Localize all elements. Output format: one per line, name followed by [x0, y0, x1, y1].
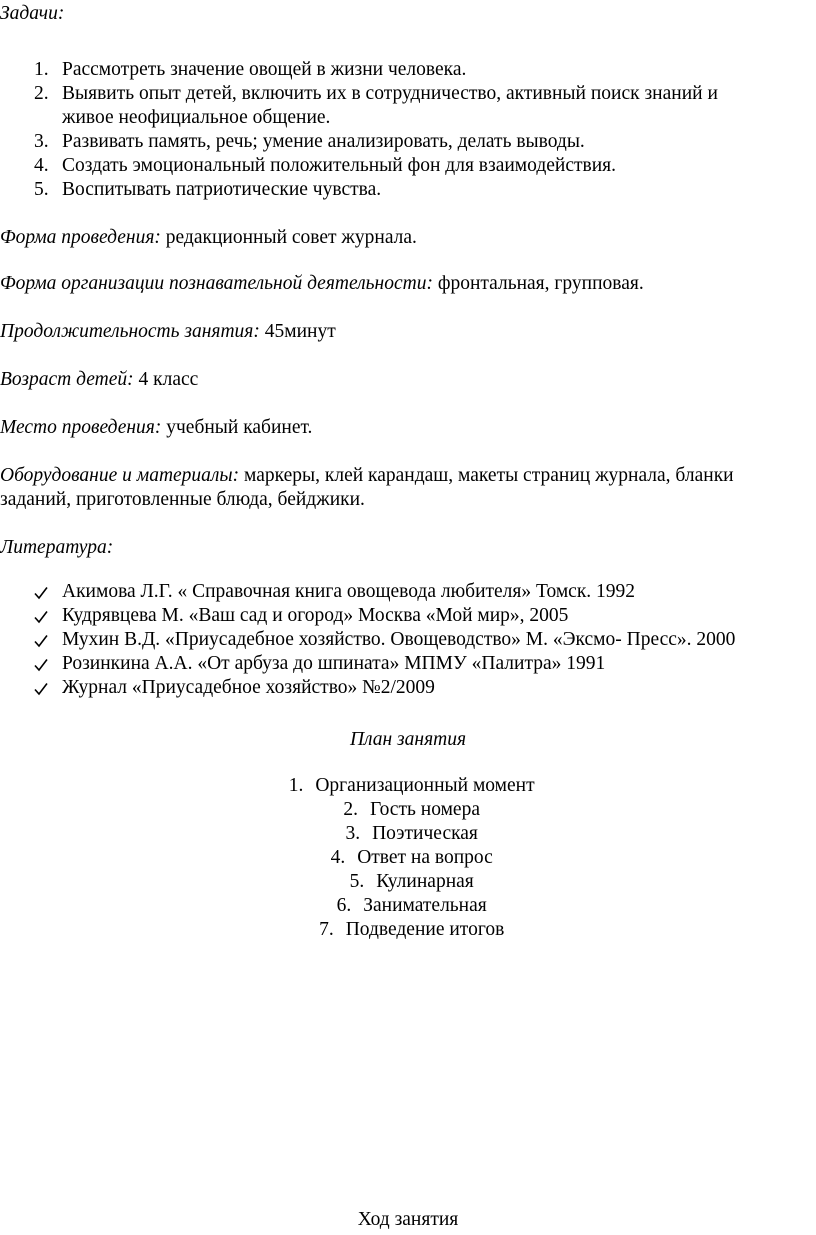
plan-item — [0, 870, 816, 894]
age-value: 4 класс — [133, 369, 199, 390]
age-label: Возраст детей: — [0, 369, 134, 390]
duration-value: 45минут — [259, 321, 336, 342]
plan-item — [0, 846, 816, 870]
task-item: Развивать память, речь; умение анализировать, делать выводы. — [62, 131, 585, 152]
literature-item: Журнал «Приусадебное хозяйство» №2/2009 — [62, 677, 435, 698]
org-form-value: фронтальная, групповая. — [432, 273, 644, 294]
plan-item-number: 7. — [319, 919, 334, 940]
plan-item-text: Гость номера — [370, 799, 480, 820]
task-item: Создать эмоциональный положительный фон для взаимодействия. — [62, 155, 616, 176]
equipment-field — [0, 464, 734, 488]
task-number: 5. — [34, 179, 49, 200]
duration-field — [0, 320, 336, 344]
plan-item-text: Организационный момент — [315, 775, 535, 796]
plan-item-text: Подведение итогов — [345, 919, 505, 940]
tasks-heading: Задачи: — [0, 3, 65, 24]
equipment-label: Оборудование и материалы: — [0, 465, 240, 486]
duration-label: Продолжительность занятия: — [0, 321, 260, 342]
task-number: 3. — [34, 131, 49, 152]
plan-item-number: 3. — [345, 823, 361, 844]
task-number: 2. — [34, 83, 49, 104]
plan-item-number: 1. — [288, 775, 304, 796]
org-form-field — [0, 272, 644, 296]
checkmark-icon — [34, 658, 48, 672]
checkmark-icon — [34, 610, 48, 624]
plan-item — [0, 918, 816, 942]
plan-item-text: Поэтическая — [372, 823, 478, 844]
form-field — [0, 226, 417, 250]
place-field — [0, 416, 312, 440]
checkmark-icon — [34, 682, 48, 696]
checkmark-icon — [34, 634, 48, 648]
equipment-value: маркеры, клей карандаш, макеты страниц журнала, бланки — [239, 465, 734, 486]
checkmark-icon — [34, 586, 48, 600]
plan-item-text: Занимательная — [363, 895, 487, 916]
lesson-progress-heading: Ход занятия — [357, 1209, 459, 1230]
place-value: учебный кабинет. — [161, 417, 313, 438]
place-label: Место проведения: — [0, 417, 162, 438]
plan-item-number: 6. — [336, 895, 352, 916]
form-label: Форма проведения: — [0, 227, 161, 248]
task-item-continuation: живое неофициальное общение. — [62, 107, 331, 128]
plan-item-text: Кулинарная — [376, 871, 474, 892]
task-item: Выявить опыт детей, включить их в сотрудничество, активный поиск знаний и — [62, 83, 718, 104]
plan-item-number: 2. — [343, 799, 359, 820]
literature-item: Розинкина А.А. «От арбуза до шпината» МПМУ «Палитра» 1991 — [62, 653, 606, 674]
plan-item — [0, 798, 816, 822]
org-form-label: Форма организации познавательной деятельности: — [0, 273, 433, 294]
task-number: 4. — [34, 155, 49, 176]
plan-item — [0, 774, 816, 798]
task-item: Рассмотреть значение овощей в жизни человека. — [62, 59, 467, 80]
literature-item: Кудрявцева М. «Ваш сад и огород» Москва «Мой мир», 2005 — [62, 605, 569, 626]
plan-item-number: 4. — [330, 847, 346, 868]
literature-item: Мухин В.Д. «Приусадебное хозяйство. Овощеводство» М. «Эксмо- Пресс». 2000 — [62, 629, 736, 650]
age-field — [0, 368, 198, 392]
form-value: редакционный совет журнала. — [160, 227, 417, 248]
equipment-value-continuation: заданий, приготовленные блюда, бейджики. — [0, 489, 365, 510]
plan-item-number: 5. — [349, 871, 365, 892]
task-item: Воспитывать патриотические чувства. — [62, 179, 382, 200]
task-number: 1. — [34, 59, 49, 80]
literature-heading: Литература: — [0, 537, 114, 558]
plan-heading: План занятия — [349, 729, 467, 750]
plan-item-text: Ответ на вопрос — [357, 847, 493, 868]
plan-item — [0, 894, 816, 918]
literature-item: Акимова Л.Г. « Справочная книга овощевода любителя» Томск. 1992 — [62, 581, 636, 602]
plan-item — [0, 822, 816, 846]
